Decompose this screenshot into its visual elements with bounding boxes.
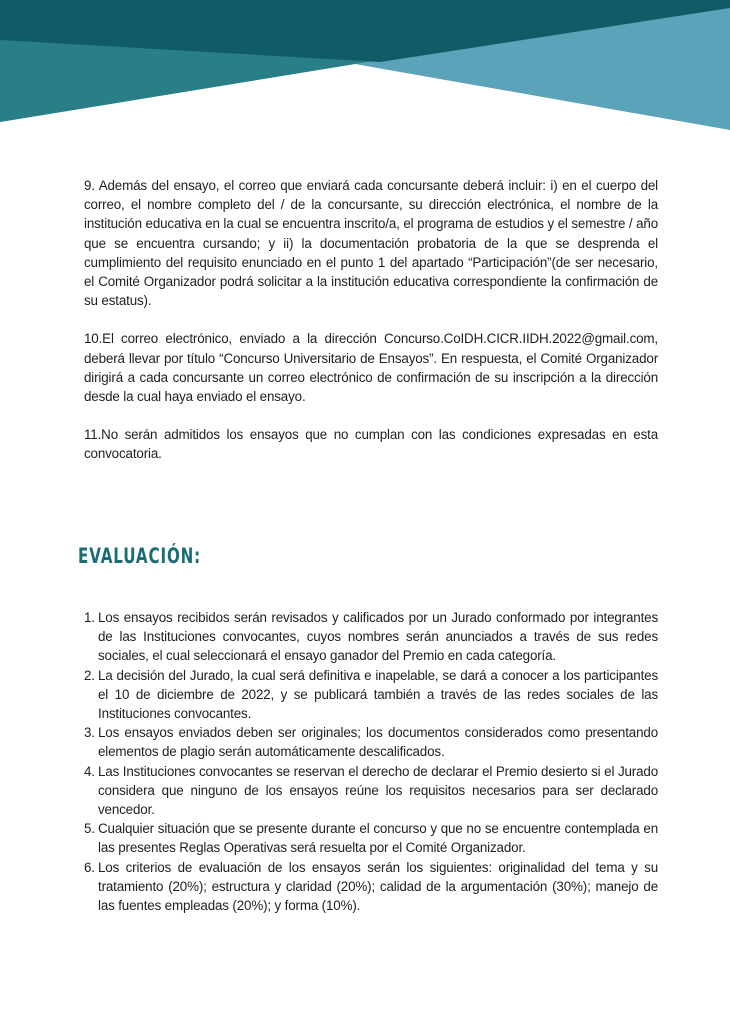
list-item-text: Las Instituciones convocantes se reservan el derecho de declarar el Premio desierto si el Jurado considera que ninguno de los ensayos reúne los requisitos necesarios para ser declarado vencedor. <box>98 763 658 818</box>
section-title-evaluacion: EVALUACIÓN: <box>78 544 202 568</box>
list-item <box>84 608 658 666</box>
paragraph-9: 9. Además del ensayo, el correo que enviará cada concursante deberá incluir: i) en el cuerpo del correo, el nombre completo del / de la concursante, su dirección electrónica, el nombre de la institución educativa en la cual se encuentra inscrito/a, el programa de estudios y el semestre / año que se encuentra cursando; y ii) la documentación probatoria de la que se desprenda el cumplimiento del requisito enunciado en el punto 1 del apartado “Participación”(de ser necesario, el Comité Organizador podrá solicitar a la institución educativa correspondiente la confirmación de su estatus). <box>84 178 658 309</box>
list-item <box>84 666 658 724</box>
list-item <box>84 723 658 761</box>
evaluation-list <box>84 608 658 915</box>
list-item-number: 4. <box>84 763 95 779</box>
body-text <box>84 176 658 483</box>
list-item <box>84 858 658 916</box>
list-item-number: 6. <box>84 859 95 875</box>
paragraph-10: 10.El correo electrónico, enviado a la dirección Concurso.CoIDH.CICR.IIDH.2022@gmail.com, deberá llevar por título “Concurso Universitario de Ensayos”. En respuesta, el Comité Organizador dirigirá a cada concursante un correo electrónico de confirmación de su inscripción a la dirección desde la cual haya enviado el ensayo. <box>84 331 658 405</box>
list-item <box>84 819 658 857</box>
list-item-text: La decisión del Jurado, la cual será definitiva e inapelable, se dará a conocer a los participantes el 10 de diciembre de 2022, y se publicará también a través de las redes sociales de las Instituciones convocantes. <box>98 667 658 722</box>
list-item-number: 3. <box>84 725 95 741</box>
paragraph-11: 11.No serán admitidos los ensayos que no cumplan con las condiciones expresadas en esta convocatoria. <box>84 427 658 462</box>
list-item-text: Cualquier situación que se presente durante el concurso y que no se encuentre contemplada en las presentes Reglas Operativas será resuelta por el Comité Organizador. <box>98 821 658 856</box>
list-item <box>84 762 658 820</box>
list-item-number: 1. <box>84 610 95 625</box>
list-item-text: Los ensayos enviados deben ser originales; los documentos considerados como presentando elementos de plagio serán automáticamente descalificados. <box>98 725 658 760</box>
list-item-text: Los criterios de evaluación de los ensayos serán los siguientes: originalidad del tema y su tratamiento (20%); estructura y claridad (20%); calidad de la argumentación (30%); manejo de las fuentes empleadas (20%); y forma (10%). <box>98 859 658 914</box>
list-item-number: 5. <box>84 821 95 837</box>
list-item-text: Los ensayos recibidos serán revisados y calificados por un Jurado conformado por integrantes de las Instituciones convocantes, cuyos nombres serán anunciados a través de sus redes sociales, el cual seleccionará el ensayo ganador del Premio en cada categoría. <box>98 610 658 664</box>
header-decoration <box>0 0 730 135</box>
list-item-number: 2. <box>84 667 95 683</box>
